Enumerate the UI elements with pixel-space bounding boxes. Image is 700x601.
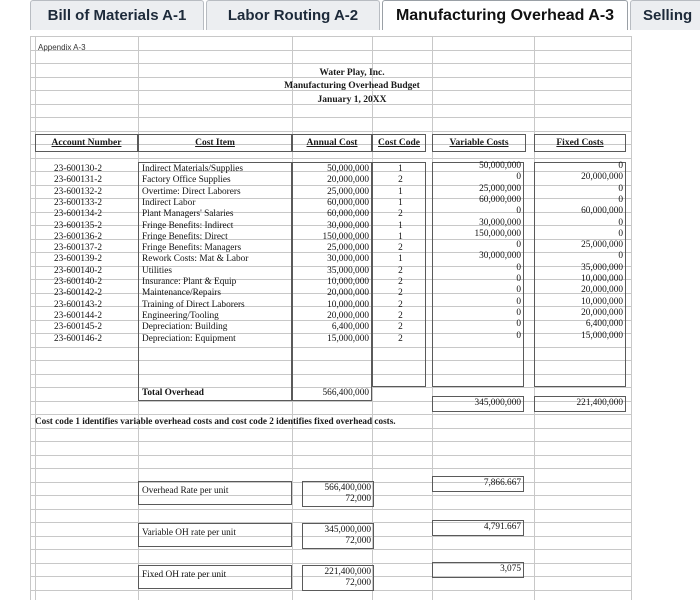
grid-column-line <box>30 36 31 600</box>
header-code: Cost Code <box>378 138 420 148</box>
variable-rate-denominator: 72,000 <box>345 536 371 546</box>
fixed-rate-denominator: 72,000 <box>345 578 371 588</box>
cost-item: Training of Direct Laborers <box>142 299 245 310</box>
total-annual: 566,400,000 <box>322 388 369 398</box>
cost-code: 1 <box>398 197 403 208</box>
annual-cost: 150,000,000 <box>322 231 369 242</box>
tab-selling[interactable]: Selling <box>630 0 700 30</box>
account-number: 23-600144-2 <box>54 310 103 321</box>
variable-cost: 25,000,000 <box>479 183 521 194</box>
account-number: 23-600132-2 <box>54 186 103 197</box>
cost-item: Fringe Benefits: Direct <box>142 231 228 242</box>
cost-code-note: Cost code 1 identifies variable overhead costs and cost code 2 identifies fixed overhead costs. <box>35 416 396 426</box>
grid-row-line <box>30 428 631 429</box>
overhead-rate-label: Overhead Rate per unit <box>142 486 229 496</box>
grid-row-line <box>30 455 631 456</box>
overhead-rate-denominator: 72,000 <box>345 494 371 504</box>
annual-cost: 60,000,000 <box>327 209 369 220</box>
annual-cost: 6,400,000 <box>331 322 369 333</box>
company-name: Water Play, Inc. <box>319 68 385 78</box>
tab-labor-routing[interactable]: Labor Routing A-2 <box>206 0 380 30</box>
appendix-label: Appendix A-3 <box>38 43 86 52</box>
cost-code: 2 <box>398 333 403 344</box>
tab-manufacturing-overhead[interactable]: Manufacturing Overhead A-3 <box>382 0 628 30</box>
annual-cost: 60,000,000 <box>327 197 369 208</box>
grid-row-line <box>30 117 631 118</box>
fixed-rate-numerator: 221,400,000 <box>324 567 371 577</box>
grid-row-line <box>30 50 631 51</box>
overhead-rate-numerator: 566,400,000 <box>324 483 371 493</box>
variable-rate-numerator: 345,000,000 <box>324 525 371 535</box>
annual-cost: 25,000,000 <box>327 186 369 197</box>
variable-cost: 0 <box>516 262 521 273</box>
total-fixed: 221,400,000 <box>576 398 623 408</box>
cost-code: 2 <box>398 265 403 276</box>
variable-cost: 30,000,000 <box>479 217 521 228</box>
fixed-rate-label: Fixed OH rate per unit <box>142 570 227 580</box>
annual-cost: 25,000,000 <box>327 243 369 254</box>
account-number: 23-600134-2 <box>54 209 103 220</box>
cost-item: Indirect Materials/Supplies <box>142 164 243 174</box>
grid-row-line <box>30 509 631 510</box>
fixed-cost: 20,000,000 <box>581 285 623 296</box>
header-account: Account Number <box>51 138 122 148</box>
account-number: 23-600135-2 <box>54 220 103 231</box>
cost-code: 2 <box>398 175 403 186</box>
fixed-cost: 25,000,000 <box>581 240 623 251</box>
annual-cost: 30,000,000 <box>327 220 369 231</box>
fixed-cost: 10,000,000 <box>581 274 623 284</box>
variable-cost: 0 <box>516 172 521 183</box>
cost-item: Depreciation: Equipment <box>142 333 236 344</box>
grid-row-line <box>30 563 631 564</box>
cost-code: 2 <box>398 322 403 333</box>
variable-cost: 0 <box>516 206 521 217</box>
annual-cost: 50,000,000 <box>327 164 369 174</box>
fixed-cost: 0 <box>618 161 623 171</box>
variable-cost: 60,000,000 <box>479 194 521 205</box>
tab-bill-of-materials[interactable]: Bill of Materials A-1 <box>30 0 204 30</box>
cost-code: 2 <box>398 209 403 220</box>
fixed-cost: 0 <box>618 251 623 262</box>
account-number: 23-600146-2 <box>54 333 103 344</box>
grid-row-line <box>30 441 631 442</box>
grid-row-line <box>30 63 631 64</box>
cost-item: Utilities <box>142 265 172 276</box>
cost-code: 2 <box>398 299 403 310</box>
fixed-cost: 60,000,000 <box>581 206 623 217</box>
cost-code: 2 <box>398 277 403 287</box>
annual-cost: 35,000,000 <box>327 265 369 276</box>
variable-cost: 50,000,000 <box>479 161 521 171</box>
account-number: 23-600137-2 <box>54 243 103 254</box>
cost-code: 1 <box>398 254 403 265</box>
cost-code: 2 <box>398 243 403 254</box>
account-number: 23-600143-2 <box>54 299 103 310</box>
account-number: 23-600145-2 <box>54 322 103 333</box>
fixed-cost: 15,000,000 <box>581 330 623 341</box>
total-label: Total Overhead <box>142 388 204 398</box>
cost-item: Insurance: Plant & Equip <box>142 277 237 287</box>
cost-item: Indirect Labor <box>142 197 196 208</box>
account-number: 23-600131-2 <box>54 175 103 186</box>
variable-cost: 0 <box>516 285 521 296</box>
cost-item: Fringe Benefits: Indirect <box>142 220 234 231</box>
grid-column-line <box>35 36 36 600</box>
annual-cost: 20,000,000 <box>327 175 369 186</box>
annual-cost: 10,000,000 <box>327 299 369 310</box>
variable-cost: 0 <box>516 319 521 330</box>
cost-code: 1 <box>398 220 403 231</box>
cost-item: Engineering/Tooling <box>142 310 219 321</box>
overhead-rate-result: 7,866.667 <box>483 478 521 488</box>
cost-code: 2 <box>398 310 403 321</box>
fixed-cost: 0 <box>618 194 623 205</box>
fixed-cost: 35,000,000 <box>581 262 623 273</box>
header-variable: Variable Costs <box>449 138 509 148</box>
account-number: 23-600130-2 <box>54 164 103 174</box>
header-annual: Annual Cost <box>306 138 358 148</box>
variable-cost: 0 <box>516 240 521 251</box>
grid-row-line <box>30 468 631 469</box>
header-fixed: Fixed Costs <box>556 138 604 148</box>
annual-cost: 10,000,000 <box>327 277 369 287</box>
variable-rate-label: Variable OH rate per unit <box>142 528 236 538</box>
fixed-cost: 10,000,000 <box>581 296 623 307</box>
fixed-cost: 20,000,000 <box>581 307 623 318</box>
spreadsheet-grid[interactable] <box>30 36 632 600</box>
cost-code: 1 <box>398 186 403 197</box>
variable-cost: 150,000,000 <box>474 228 521 239</box>
grid-row-line <box>30 36 631 37</box>
cost-item: Factory Office Supplies <box>142 175 231 186</box>
fixed-cost: 0 <box>618 183 623 194</box>
grid-column-line <box>631 36 632 600</box>
account-number: 23-600140-2 <box>54 277 103 287</box>
cost-code: 1 <box>398 231 403 242</box>
header-item: Cost Item <box>195 138 235 148</box>
annual-cost: 20,000,000 <box>327 310 369 321</box>
total-variable: 345,000,000 <box>474 398 521 408</box>
fixed-cost: 20,000,000 <box>581 172 623 183</box>
variable-cost: 0 <box>516 330 521 341</box>
variable-rate-result: 4,791.667 <box>483 522 521 532</box>
annual-cost: 15,000,000 <box>327 333 369 344</box>
account-number: 23-600133-2 <box>54 197 103 208</box>
variable-cost: 0 <box>516 274 521 284</box>
variable-cost: 30,000,000 <box>479 251 521 262</box>
annual-cost: 30,000,000 <box>327 254 369 265</box>
cost-code: 1 <box>398 164 403 174</box>
sheet-tab-bar <box>0 0 700 30</box>
page-title: Manufacturing Overhead Budget <box>284 81 420 91</box>
cost-item: Plant Managers' Salaries <box>142 209 234 220</box>
grid-row-line <box>30 158 631 159</box>
budget-date: January 1, 20XX <box>317 95 387 105</box>
fixed-rate-result: 3,075 <box>500 564 521 574</box>
variable-cost: 0 <box>516 296 521 307</box>
cost-item: Fringe Benefits: Managers <box>142 243 242 254</box>
cost-item: Maintenance/Repairs <box>142 288 221 299</box>
account-number: 23-600139-2 <box>54 254 103 265</box>
fixed-cost: 0 <box>618 228 623 239</box>
account-number: 23-600142-2 <box>54 288 103 299</box>
annual-cost: 20,000,000 <box>327 288 369 299</box>
cost-item: Rework Costs: Mat & Labor <box>142 254 249 265</box>
cost-item: Depreciation: Building <box>142 322 228 333</box>
cost-item: Overtime: Direct Laborers <box>142 186 241 197</box>
grid-row-line <box>30 549 631 550</box>
grid-row-line <box>30 414 631 415</box>
grid-row-line <box>30 131 631 132</box>
variable-cost: 0 <box>516 307 521 318</box>
cost-code: 2 <box>398 288 403 299</box>
account-number: 23-600136-2 <box>54 231 103 242</box>
fixed-cost: 0 <box>618 217 623 228</box>
account-number: 23-600140-2 <box>54 265 103 276</box>
fixed-cost: 6,400,000 <box>585 319 623 330</box>
